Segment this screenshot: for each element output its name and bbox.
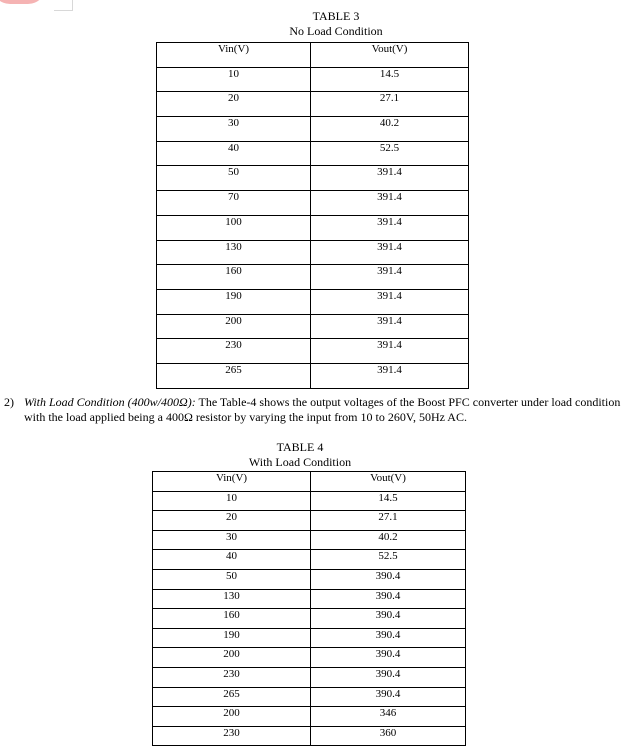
table3-row <box>157 314 469 339</box>
table4-row <box>153 589 466 609</box>
table3-row <box>157 67 469 92</box>
table4-row <box>153 726 466 746</box>
table3-vout-cell: 391.4 <box>311 166 469 191</box>
table3-header-vout: Vout(V) <box>311 43 469 68</box>
table3-row <box>157 191 469 216</box>
table3 <box>156 42 469 389</box>
corner-mark <box>54 0 73 11</box>
table4-row <box>153 687 466 707</box>
table4-vout-cell: 390.4 <box>311 569 466 589</box>
table3-vout-cell: 52.5 <box>311 141 469 166</box>
table4-vin-cell: 230 <box>153 726 311 746</box>
table4-vout-cell: 390.4 <box>311 628 466 648</box>
table4-row <box>153 628 466 648</box>
table4-vout-cell: 360 <box>311 726 466 746</box>
table3-vin-cell: 70 <box>157 191 311 216</box>
table4-vin-cell: 200 <box>153 707 311 727</box>
table3-vin-cell: 10 <box>157 67 311 92</box>
table4-vin-cell: 10 <box>153 491 311 511</box>
table3-vout-cell: 391.4 <box>311 314 469 339</box>
table3-vout-cell: 14.5 <box>311 67 469 92</box>
table4-vout-cell: 390.4 <box>311 667 466 687</box>
table3-vout-cell: 391.4 <box>311 215 469 240</box>
table3-vout-cell: 391.4 <box>311 339 469 364</box>
table3-vin-cell: 40 <box>157 141 311 166</box>
table3-row <box>157 166 469 191</box>
table4-vin-cell: 40 <box>153 550 311 570</box>
table3-vout-cell: 391.4 <box>311 289 469 314</box>
table3-vin-cell: 230 <box>157 339 311 364</box>
table4-row <box>153 648 466 668</box>
table4-vout-cell: 390.4 <box>311 589 466 609</box>
table3-header-row <box>157 43 469 68</box>
paragraph-text-2: with the load applied being a 400Ω resistor by varying the input from 10 to 260V, 50Hz AC. <box>24 410 467 424</box>
table3-vin-cell: 265 <box>157 363 311 388</box>
table3-vout-cell: 391.4 <box>311 265 469 290</box>
table3-vin-cell: 30 <box>157 117 311 142</box>
table3-vout-cell: 391.4 <box>311 191 469 216</box>
table4-vin-cell: 30 <box>153 530 311 550</box>
table4-header-row <box>153 472 466 492</box>
table3-row <box>157 339 469 364</box>
table3-row <box>157 240 469 265</box>
table4-vout-cell: 40.2 <box>311 530 466 550</box>
table4-vin-cell: 200 <box>153 648 311 668</box>
table4-subtitle: With Load Condition <box>248 455 352 469</box>
table3-row <box>157 92 469 117</box>
table3-row <box>157 215 469 240</box>
table4-vout-cell: 390.4 <box>311 609 466 629</box>
table3-row <box>157 363 469 388</box>
table3-vin-cell: 100 <box>157 215 311 240</box>
paragraph-number: 2) <box>4 395 14 409</box>
table3-vin-cell: 20 <box>157 92 311 117</box>
table4-vin-cell: 130 <box>153 589 311 609</box>
table3-vout-cell: 391.4 <box>311 363 469 388</box>
table4-vout-cell: 14.5 <box>311 491 466 511</box>
table3-vin-cell: 190 <box>157 289 311 314</box>
paragraph-lead: With Load Condition (400w/400Ω): <box>24 395 196 409</box>
table4-row <box>153 569 466 589</box>
table3-vin-cell: 160 <box>157 265 311 290</box>
table4 <box>152 471 466 746</box>
table4-vout-cell: 52.5 <box>311 550 466 570</box>
table4-row <box>153 550 466 570</box>
table4-vin-cell: 50 <box>153 569 311 589</box>
table4-vin-cell: 190 <box>153 628 311 648</box>
table4-row <box>153 511 466 531</box>
table3-vout-cell: 27.1 <box>311 92 469 117</box>
table4-vin-cell: 160 <box>153 609 311 629</box>
table4-header-vin: Vin(V) <box>153 472 311 492</box>
table4-vout-cell: 390.4 <box>311 648 466 668</box>
table4-vin-cell: 20 <box>153 511 311 531</box>
paragraph-text-1: The Table-4 shows the output voltages of the Boost PFC converter under load condition <box>198 395 621 409</box>
table4-row <box>153 667 466 687</box>
table3-row <box>157 265 469 290</box>
table3-title: TABLE 3 <box>312 9 360 23</box>
table3-vin-cell: 200 <box>157 314 311 339</box>
section-paragraph <box>4 395 632 425</box>
table3-header-vin: Vin(V) <box>157 43 311 68</box>
table3-vout-cell: 391.4 <box>311 240 469 265</box>
table4-vout-cell: 27.1 <box>311 511 466 531</box>
table4-vin-cell: 230 <box>153 667 311 687</box>
table4-vout-cell: 346 <box>311 707 466 727</box>
table3-vout-cell: 40.2 <box>311 117 469 142</box>
table4-row <box>153 491 466 511</box>
table3-row <box>157 141 469 166</box>
table4-row <box>153 530 466 550</box>
table4-title: TABLE 4 <box>276 440 324 454</box>
table4-vin-cell: 265 <box>153 687 311 707</box>
table4-caption <box>152 440 448 470</box>
decorative-blob <box>0 0 46 4</box>
table3-subtitle: No Load Condition <box>289 24 383 38</box>
table3-vin-cell: 130 <box>157 240 311 265</box>
paragraph-line-1 <box>4 395 632 410</box>
table4-header-vout: Vout(V) <box>311 472 466 492</box>
table3-caption <box>156 9 516 39</box>
table4-row <box>153 707 466 727</box>
table3-vin-cell: 50 <box>157 166 311 191</box>
table4-vout-cell: 390.4 <box>311 687 466 707</box>
table3-row <box>157 289 469 314</box>
table3-row <box>157 117 469 142</box>
table4-row <box>153 609 466 629</box>
